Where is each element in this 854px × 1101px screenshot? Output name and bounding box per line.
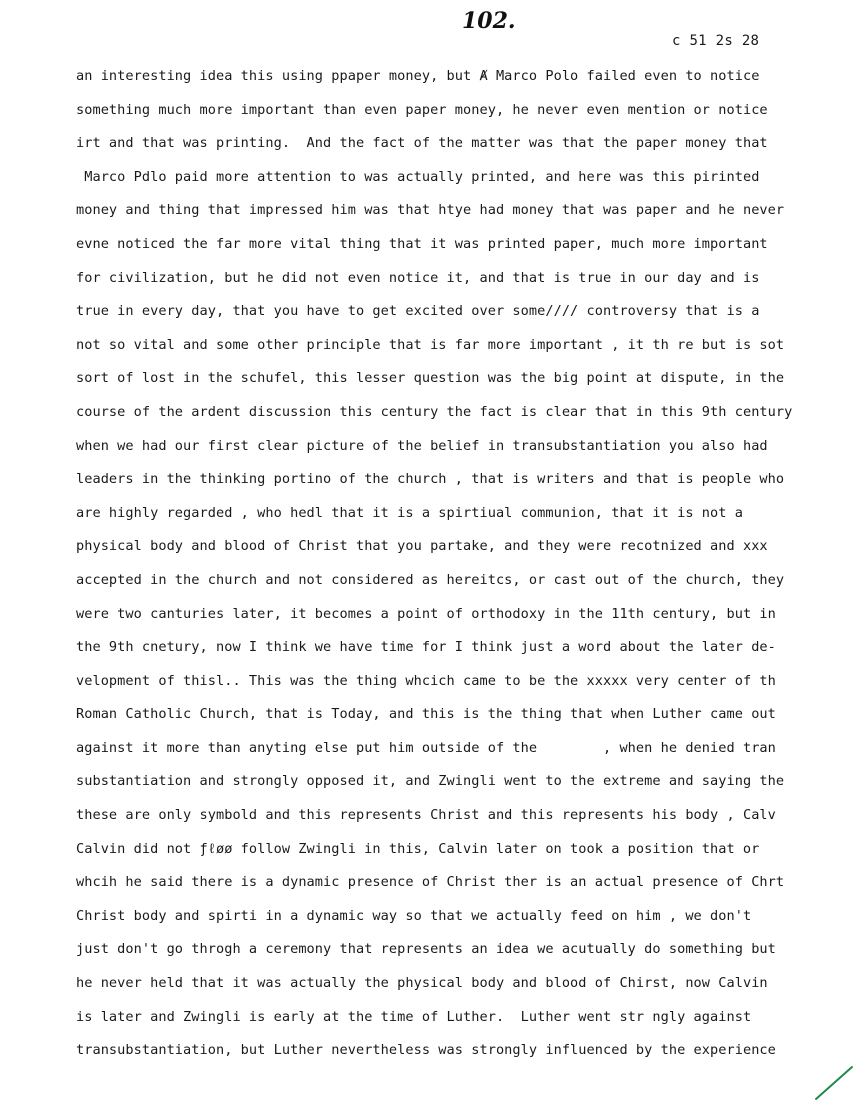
- text-line: the 9th cnetury, now I think we have time for I think just a word about the later de-: [76, 639, 776, 656]
- text-line: is later and Zwingli is early at the time of Luther. Luther went str ngly against: [76, 1008, 752, 1025]
- text-line: leaders in the thinking portino of the church , that is writers and that is people who: [76, 471, 785, 488]
- text-line: irt and that was printing. And the fact of the matter was that the paper money that: [76, 135, 768, 152]
- text-line: he never held that it was actually the physical body and blood of Chirst, now Calvin: [76, 975, 768, 992]
- text-line: money and thing that impressed him was that htye had money that was paper and he never: [76, 202, 785, 219]
- text-line: true in every day, that you have to get excited over some//// controversy that is a: [76, 303, 760, 320]
- text-line: for civilization, but he did not even notice it, and that is true in our day and is: [76, 269, 760, 286]
- text-line: velopment of thisl.. This was the thing whcich came to be the xxxxx very center of th: [76, 672, 776, 689]
- pen-mark-icon: [794, 1061, 854, 1101]
- text-line: Roman Catholic Church, that is Today, and this is the thing that when Luther came out: [76, 706, 776, 723]
- text-line: were two canturies later, it becomes a point of orthodoxy in the 11th century, but in: [76, 605, 776, 622]
- text-line: when we had our first clear picture of the belief in transubstantiation you also had: [76, 437, 768, 454]
- text-line: transubstantiation, but Luther nevertheless was strongly influenced by the experience: [76, 1042, 776, 1059]
- typed-text-body: [76, 66, 848, 1074]
- text-line: an interesting idea this using ppaper money, but Ⱥ Marco Polo failed even to notice: [76, 68, 760, 84]
- text-line: these are only symbold and this represents Christ and this represents his body , Calv: [76, 807, 776, 824]
- page-number: 102.: [462, 8, 516, 34]
- text-line: Marco Pdlo paid more attention to was actually printed, and here was this pirinted: [76, 168, 760, 185]
- text-line: whcih he said there is a dynamic presence of Christ ther is an actual presence of Chrt: [76, 874, 785, 891]
- text-line: evne noticed the far more vital thing that it was printed paper, much more important: [76, 235, 768, 252]
- text-line: are highly regarded , who hedl that it is a spirtiual communion, that it is not a: [76, 504, 743, 521]
- text-line: physical body and blood of Christ that you partake, and they were recotnized and xxx: [76, 538, 768, 555]
- text-line: substantiation and strongly opposed it, and Zwingli went to the extreme and saying the: [76, 773, 785, 790]
- text-line: accepted in the church and not considered as hereitcs, or cast out of the church, they: [76, 571, 785, 588]
- text-line: course of the ardent discussion this century the fact is clear that in this 9th century: [76, 403, 793, 420]
- text-line: not so vital and some other principle that is far more important , it th re but is sot: [76, 336, 785, 353]
- text-line: something much more important than even paper money, he never even mention or notice: [76, 101, 768, 118]
- text-line: against it more than anyting else put him outside of the , when he denied tran: [76, 739, 776, 756]
- text-line: sort of lost in the schufel, this lesser question was the big point at dispute, in the: [76, 370, 785, 387]
- reference-code: c 51 2s 28: [672, 33, 760, 49]
- text-line: Christ body and spirti in a dynamic way so that we actually feed on him , we don't: [76, 907, 752, 924]
- text-line: Calvin did not ƒℓøø follow Zwingli in this, Calvin later on took a position that or: [76, 840, 760, 857]
- text-line: just don't go throgh a ceremony that represents an idea we acutually do something but: [76, 941, 776, 958]
